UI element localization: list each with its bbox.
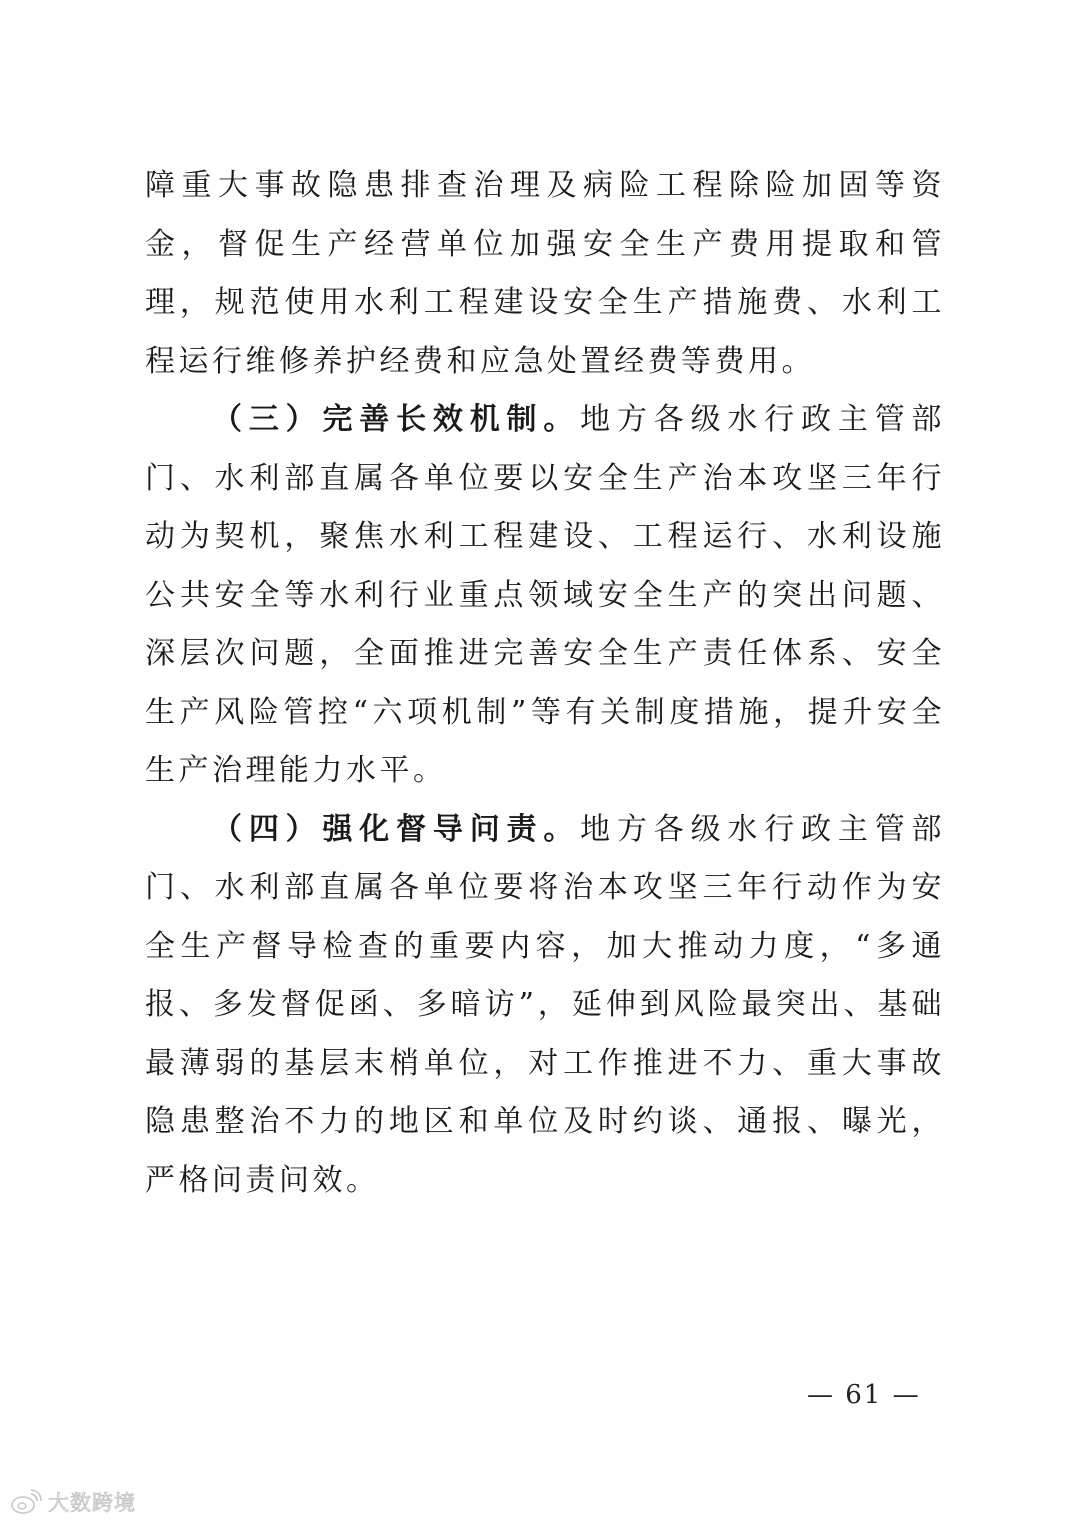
page-number: — 61 — xyxy=(807,1380,921,1410)
watermark xyxy=(10,1487,136,1517)
paragraph-continuation xyxy=(145,157,945,391)
paragraph-text: 障重大事故隐患排查治理及病险工程除险加固等资金，督促生产经营单位加强安全生产费用提取和管理，规范使用水利工程建设安全生产措施费、水利工程运行维修养护经费和应急处置经费等费用。 xyxy=(145,168,945,379)
watermark-text: 大数跨境 xyxy=(48,1491,136,1515)
paragraph-text: 地方各级水行政主管部门、水利部直属各单位要以安全生产治本攻坚三年行动为契机，聚焦水利工程建设、工程运行、水利设施公共安全等水利行业重点领域安全生产的突出问题、深层次问题，全面推进完善安全生产责任体系、安全生产风险管控“六项机制”等有关制度措施，提升安全生产治理能力水平。 xyxy=(145,402,946,788)
paragraph-section-3 xyxy=(145,391,945,801)
section-heading: （四）强化督导问责。 xyxy=(212,811,581,847)
document-body xyxy=(145,157,945,1210)
weibo-logo-icon xyxy=(10,1489,42,1515)
paragraph-section-4 xyxy=(145,801,945,1211)
paragraph-text: 地方各级水行政主管部门、水利部直属各单位要将治本攻坚三年行动作为安全生产督导检查的重要内容，加大推动力度，“多通报、多发督促函、多暗访”，延伸到风险最突出、基础最薄弱的基层末梢单位，对工作推进不力、重大事故隐患整治不力的地区和单位及时约谈、通报、曝光，严格问责问效。 xyxy=(145,811,946,1198)
section-heading: （三）完善长效机制。 xyxy=(212,402,581,437)
